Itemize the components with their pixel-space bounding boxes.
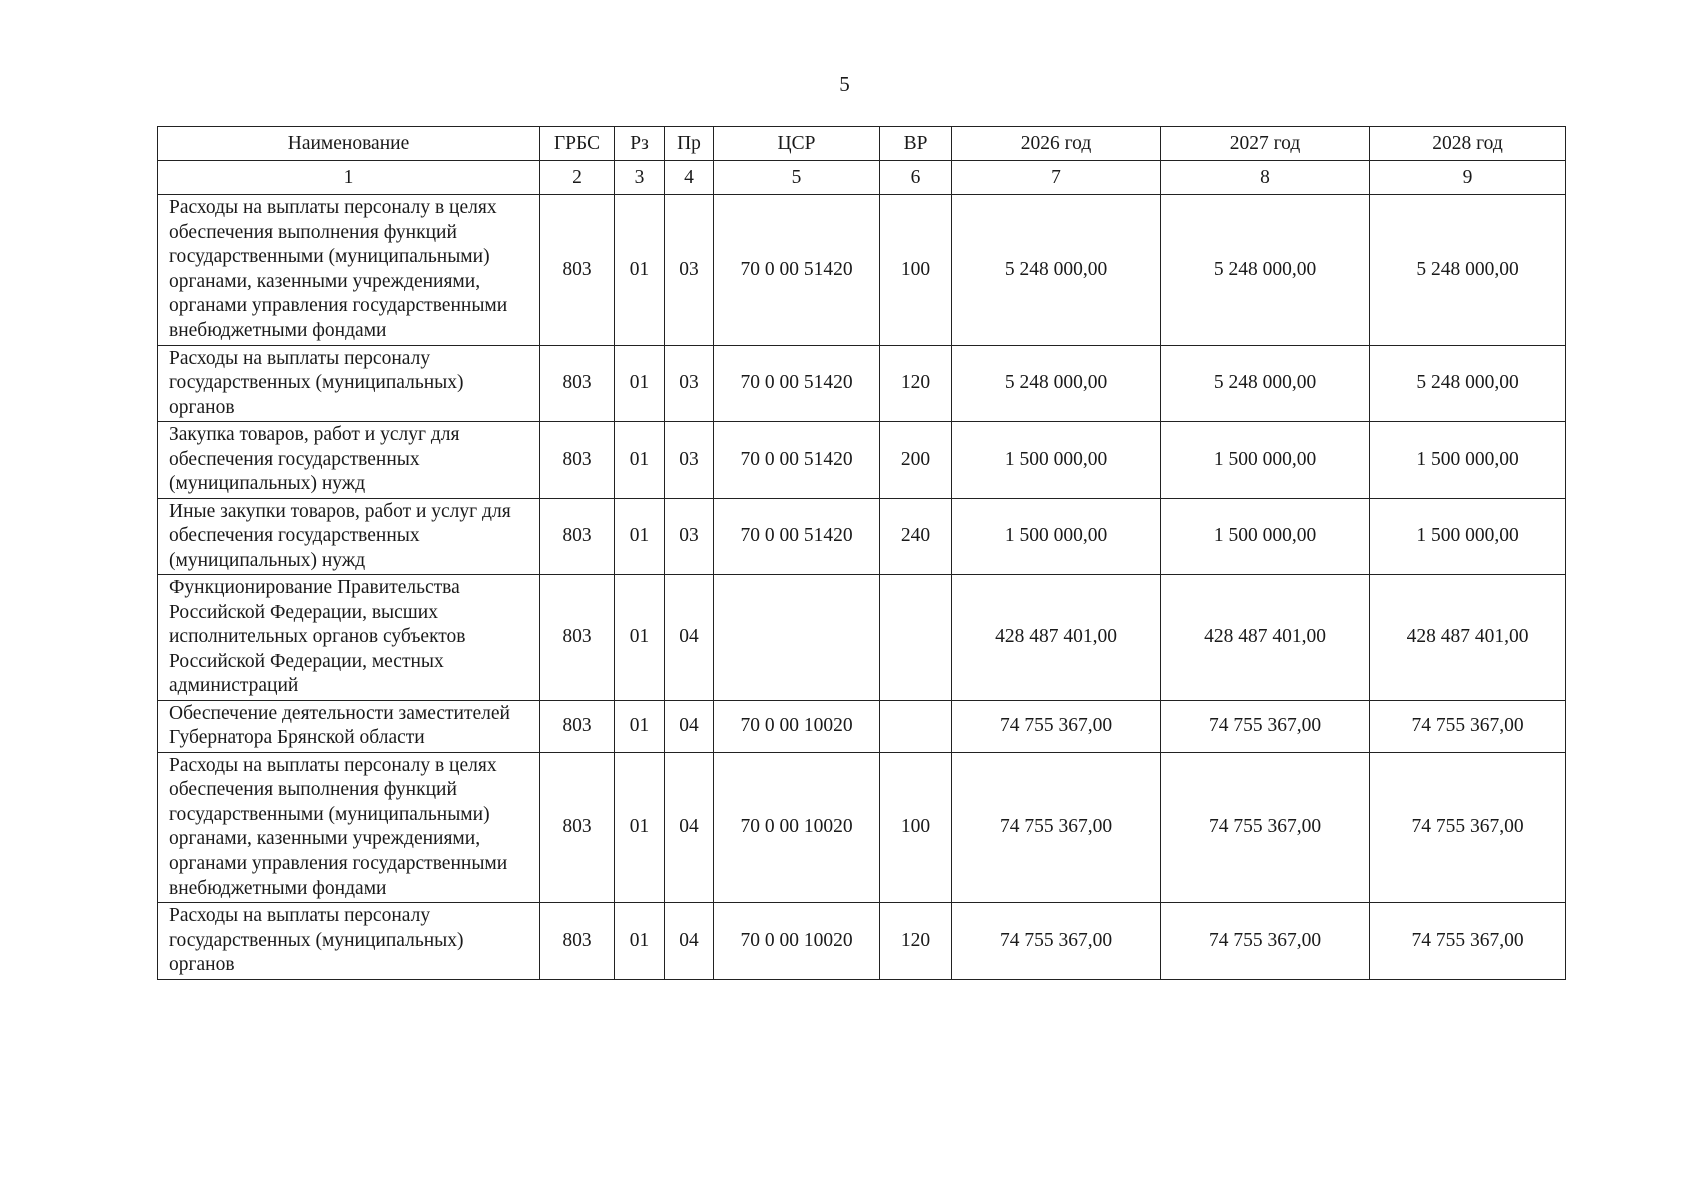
row-amount-2026: 74 755 367,00 bbox=[952, 903, 1161, 980]
row-pr: 03 bbox=[665, 422, 714, 499]
table-row bbox=[158, 903, 1566, 980]
header-2027: 2027 год bbox=[1161, 127, 1370, 161]
row-name: Расходы на выплаты персоналу в целях обеспечения выполнения функций государственными (муниципальными) органами, казенными учреждениями, органами управления государственными внебюджетными фондами bbox=[158, 195, 540, 346]
header-vr: ВР bbox=[880, 127, 952, 161]
row-amount-2026: 5 248 000,00 bbox=[952, 195, 1161, 346]
row-name: Обеспечение деятельности заместителей Губернатора Брянской области bbox=[158, 700, 540, 752]
row-grbs: 803 bbox=[540, 195, 615, 346]
column-number: 9 bbox=[1370, 161, 1566, 195]
row-amount-2027: 1 500 000,00 bbox=[1161, 498, 1370, 575]
row-pr: 03 bbox=[665, 195, 714, 346]
row-vr bbox=[880, 700, 952, 752]
row-name: Иные закупки товаров, работ и услуг для обеспечения государственных (муниципальных) нужд bbox=[158, 498, 540, 575]
row-name: Расходы на выплаты персоналу государственных (муниципальных) органов bbox=[158, 345, 540, 422]
row-grbs: 803 bbox=[540, 700, 615, 752]
row-grbs: 803 bbox=[540, 345, 615, 422]
table-row bbox=[158, 700, 1566, 752]
column-number: 1 bbox=[158, 161, 540, 195]
row-vr bbox=[880, 575, 952, 701]
row-csr: 70 0 00 51420 bbox=[714, 422, 880, 499]
row-amount-2028: 1 500 000,00 bbox=[1370, 498, 1566, 575]
budget-table bbox=[157, 126, 1566, 980]
row-rz: 01 bbox=[615, 700, 665, 752]
column-number: 8 bbox=[1161, 161, 1370, 195]
row-amount-2028: 5 248 000,00 bbox=[1370, 195, 1566, 346]
row-amount-2028: 1 500 000,00 bbox=[1370, 422, 1566, 499]
column-number: 7 bbox=[952, 161, 1161, 195]
page-number: 5 bbox=[839, 72, 850, 96]
row-amount-2027: 74 755 367,00 bbox=[1161, 752, 1370, 903]
row-rz: 01 bbox=[615, 498, 665, 575]
row-grbs: 803 bbox=[540, 752, 615, 903]
row-name: Закупка товаров, работ и услуг для обеспечения государственных (муниципальных) нужд bbox=[158, 422, 540, 499]
row-rz: 01 bbox=[615, 903, 665, 980]
column-number: 4 bbox=[665, 161, 714, 195]
row-vr: 100 bbox=[880, 752, 952, 903]
table-row bbox=[158, 195, 1566, 346]
row-pr: 03 bbox=[665, 345, 714, 422]
row-csr bbox=[714, 575, 880, 701]
row-grbs: 803 bbox=[540, 575, 615, 701]
row-amount-2028: 5 248 000,00 bbox=[1370, 345, 1566, 422]
row-rz: 01 bbox=[615, 422, 665, 499]
header-name: Наименование bbox=[158, 127, 540, 161]
table-header-row bbox=[158, 127, 1566, 161]
row-pr: 03 bbox=[665, 498, 714, 575]
row-grbs: 803 bbox=[540, 422, 615, 499]
row-pr: 04 bbox=[665, 752, 714, 903]
row-pr: 04 bbox=[665, 903, 714, 980]
header-csr: ЦСР bbox=[714, 127, 880, 161]
row-csr: 70 0 00 10020 bbox=[714, 752, 880, 903]
row-amount-2028: 74 755 367,00 bbox=[1370, 752, 1566, 903]
header-pr: Пр bbox=[665, 127, 714, 161]
column-number-row bbox=[158, 161, 1566, 195]
row-vr: 200 bbox=[880, 422, 952, 499]
table-row bbox=[158, 422, 1566, 499]
row-pr: 04 bbox=[665, 575, 714, 701]
column-number: 3 bbox=[615, 161, 665, 195]
row-csr: 70 0 00 51420 bbox=[714, 498, 880, 575]
row-vr: 120 bbox=[880, 345, 952, 422]
table-row bbox=[158, 752, 1566, 903]
row-amount-2028: 74 755 367,00 bbox=[1370, 903, 1566, 980]
row-grbs: 803 bbox=[540, 903, 615, 980]
header-2026: 2026 год bbox=[952, 127, 1161, 161]
row-csr: 70 0 00 10020 bbox=[714, 700, 880, 752]
row-csr: 70 0 00 51420 bbox=[714, 345, 880, 422]
row-rz: 01 bbox=[615, 752, 665, 903]
row-amount-2026: 5 248 000,00 bbox=[952, 345, 1161, 422]
row-name: Расходы на выплаты персоналу государственных (муниципальных) органов bbox=[158, 903, 540, 980]
row-amount-2026: 428 487 401,00 bbox=[952, 575, 1161, 701]
row-amount-2027: 5 248 000,00 bbox=[1161, 195, 1370, 346]
row-amount-2027: 5 248 000,00 bbox=[1161, 345, 1370, 422]
row-amount-2027: 1 500 000,00 bbox=[1161, 422, 1370, 499]
row-amount-2028: 74 755 367,00 bbox=[1370, 700, 1566, 752]
table-row bbox=[158, 575, 1566, 701]
row-amount-2026: 74 755 367,00 bbox=[952, 752, 1161, 903]
column-number: 2 bbox=[540, 161, 615, 195]
row-amount-2026: 1 500 000,00 bbox=[952, 498, 1161, 575]
header-rz: Рз bbox=[615, 127, 665, 161]
row-amount-2026: 1 500 000,00 bbox=[952, 422, 1161, 499]
row-amount-2027: 74 755 367,00 bbox=[1161, 903, 1370, 980]
row-rz: 01 bbox=[615, 575, 665, 701]
row-name: Расходы на выплаты персоналу в целях обеспечения выполнения функций государственными (муниципальными) органами, казенными учреждениями, органами управления государственными внебюджетными фондами bbox=[158, 752, 540, 903]
row-amount-2027: 428 487 401,00 bbox=[1161, 575, 1370, 701]
row-csr: 70 0 00 10020 bbox=[714, 903, 880, 980]
row-csr: 70 0 00 51420 bbox=[714, 195, 880, 346]
header-grbs: ГРБС bbox=[540, 127, 615, 161]
row-amount-2026: 74 755 367,00 bbox=[952, 700, 1161, 752]
row-vr: 100 bbox=[880, 195, 952, 346]
row-rz: 01 bbox=[615, 345, 665, 422]
row-amount-2028: 428 487 401,00 bbox=[1370, 575, 1566, 701]
table-row bbox=[158, 498, 1566, 575]
row-name: Функционирование Правительства Российской Федерации, высших исполнительных органов субъектов Российской Федерации, местных администраций bbox=[158, 575, 540, 701]
row-vr: 120 bbox=[880, 903, 952, 980]
column-number: 5 bbox=[714, 161, 880, 195]
row-vr: 240 bbox=[880, 498, 952, 575]
row-amount-2027: 74 755 367,00 bbox=[1161, 700, 1370, 752]
header-2028: 2028 год bbox=[1370, 127, 1566, 161]
row-grbs: 803 bbox=[540, 498, 615, 575]
row-pr: 04 bbox=[665, 700, 714, 752]
column-number: 6 bbox=[880, 161, 952, 195]
row-rz: 01 bbox=[615, 195, 665, 346]
table-row bbox=[158, 345, 1566, 422]
